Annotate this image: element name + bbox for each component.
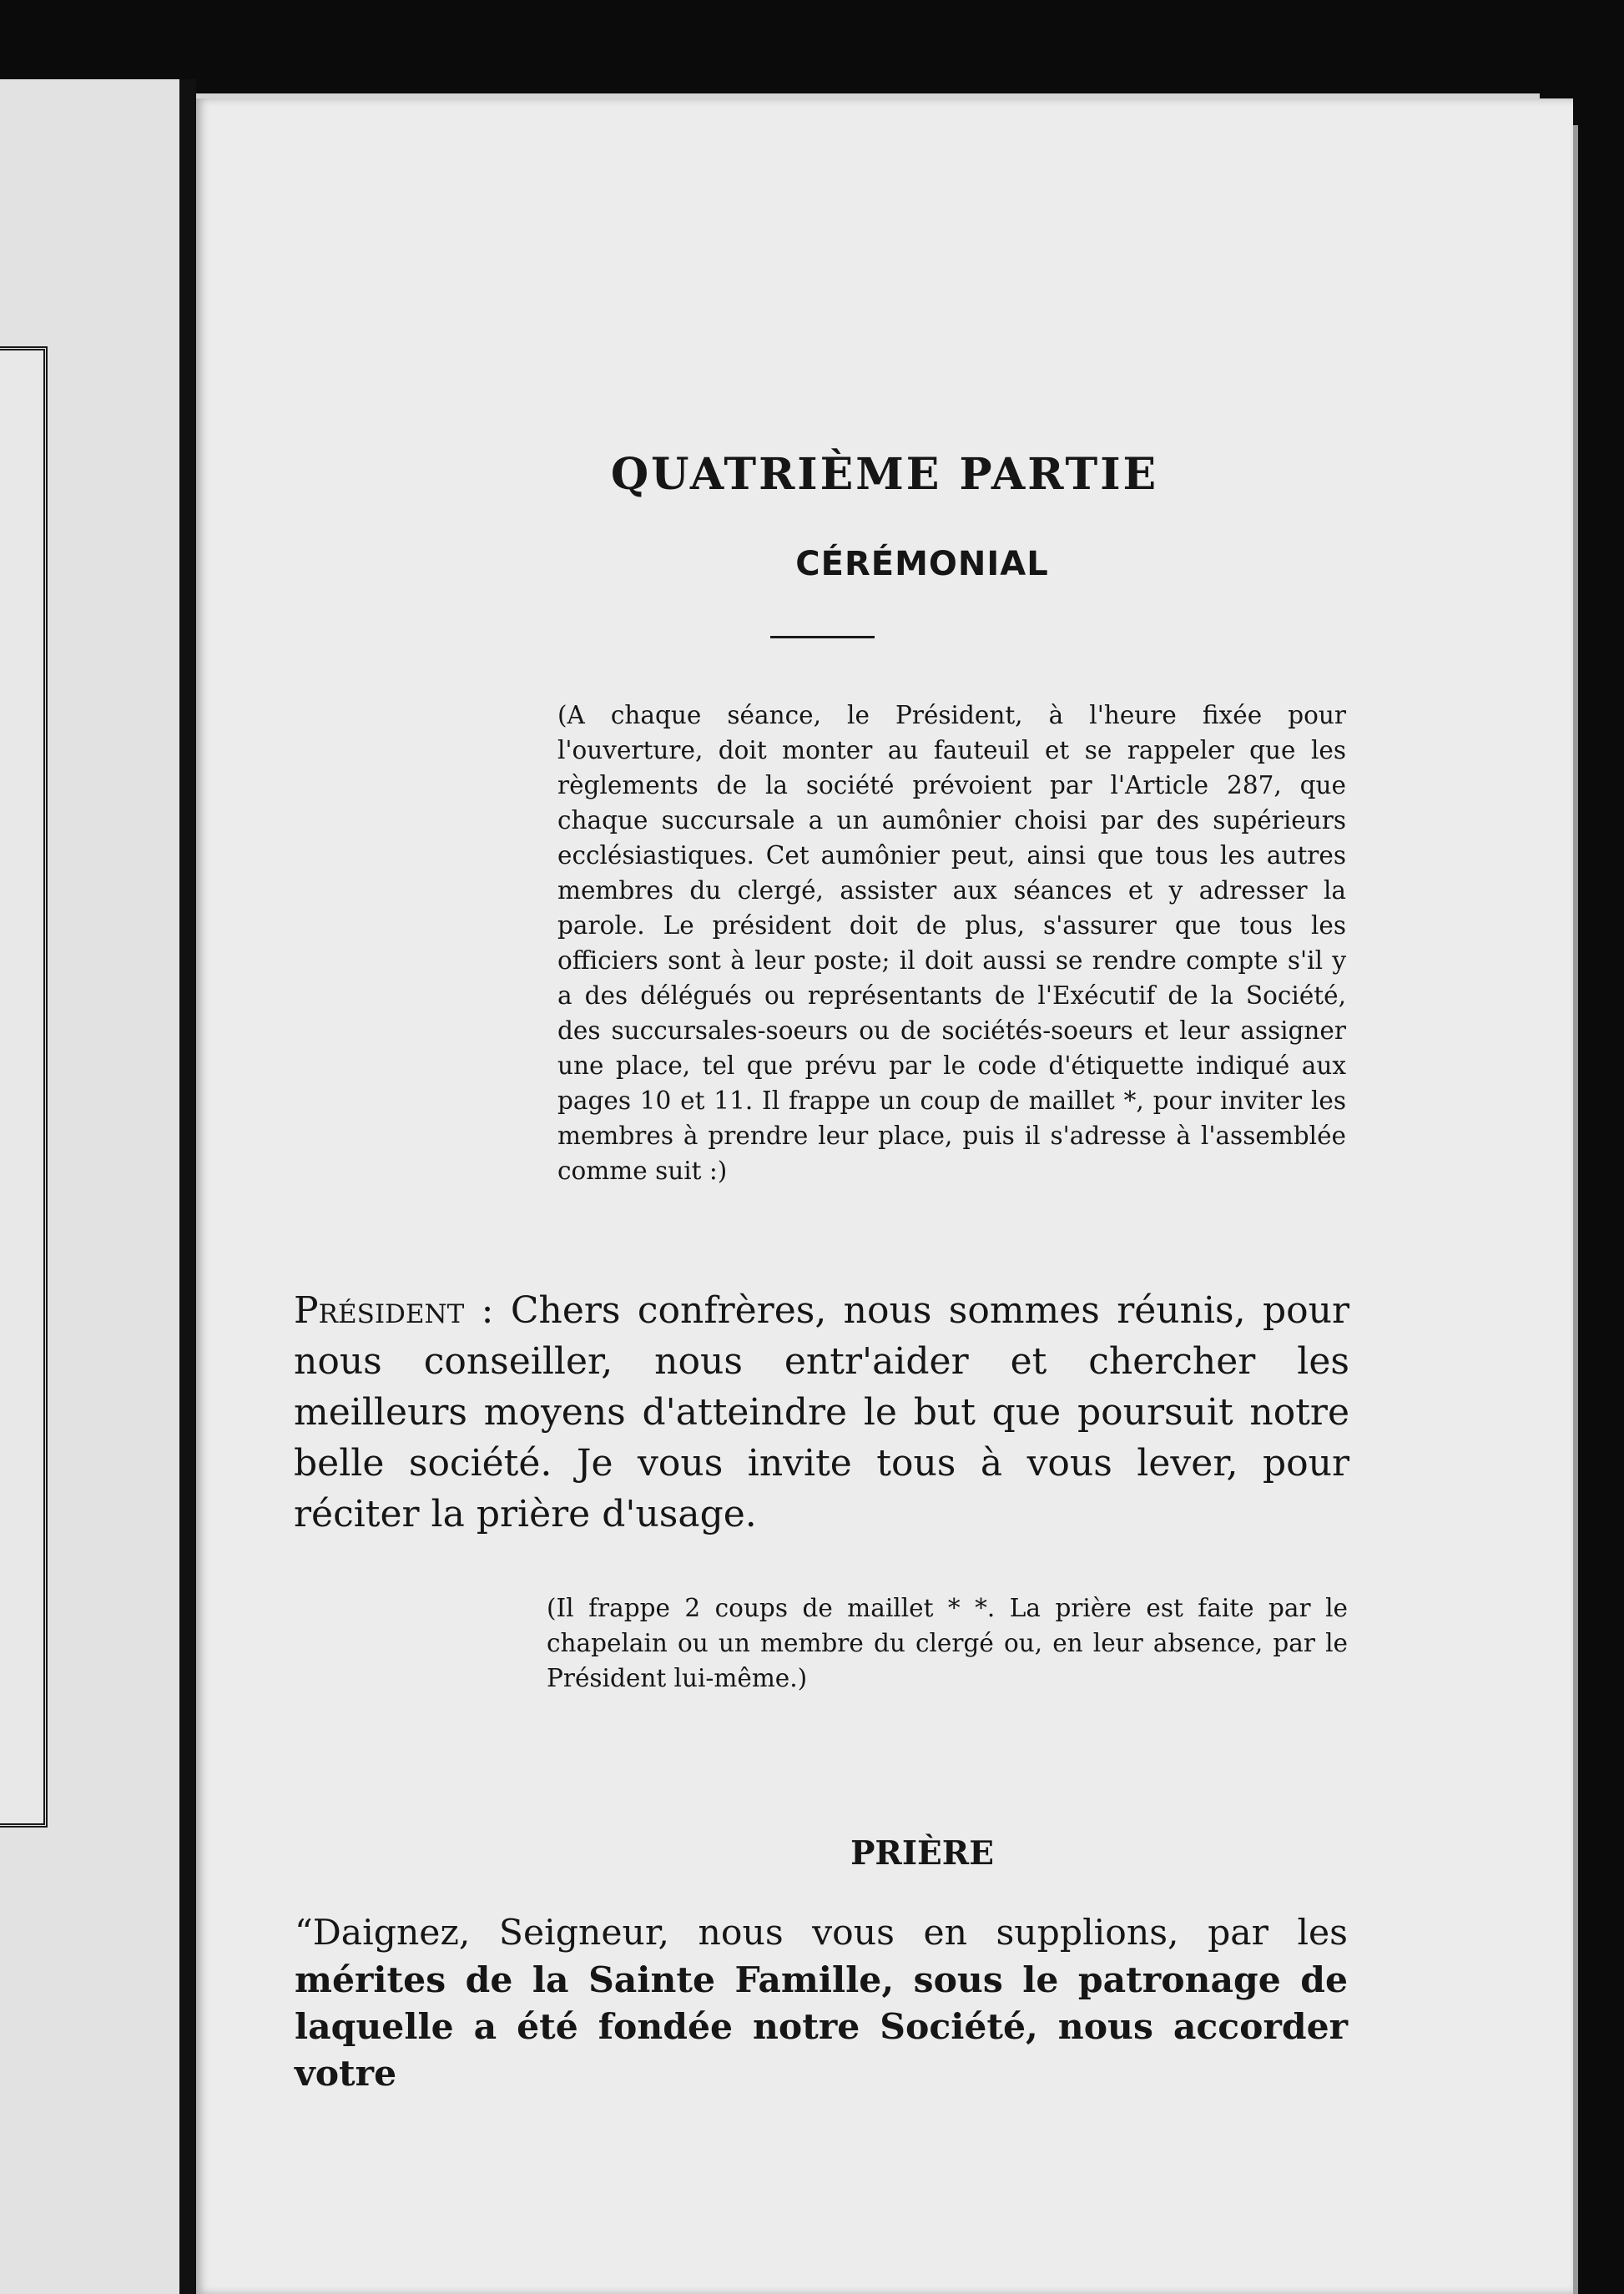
president-speech: [294, 1285, 1349, 1540]
title-rule: [770, 636, 875, 638]
right-page-edge: [1573, 125, 1578, 2294]
stage-direction-opening: (A chaque séance, le Président, à l'heure fixée pour l'ouverture, doit monter au fauteuil et se rappeler que les règlements de la société prévoient par l'Article 287, que chaque succursale a un aumônier choisi par des supérieurs ecclésiastiques. Cet aumônier peut, ainsi que tous les autres membres du clergé, assister aux séances et y adresser la parole. Le président doit de plus, s'assurer que tous les officiers sont à leur poste; il doit aussi se rendre compte s'il y a des délégués ou représentants de l'Exécutif de la Société, des succursales-soeurs ou de sociétés-soeurs et leur assigner une place, tel que prévu par le code d'étiquette indiqué aux pages 10 et 11. Il frappe un coup de maillet *, pour inviter les membres à prendre leur place, puis il s'adresse à l'assemblée comme suit :): [557, 701, 1346, 1185]
right-page: [196, 98, 1573, 2294]
prayer-opening: “Daignez, Seigneur, nous vous en supplions, par les: [295, 1913, 1348, 1954]
section-title: CÉRÉMONIAL: [795, 545, 1049, 583]
part-title: QUATRIÈME PARTIE: [610, 449, 1159, 500]
book-gutter: [179, 79, 196, 2294]
prayer-text: [295, 1909, 1348, 2097]
prayer-title: PRIÈRE: [850, 1834, 994, 1873]
speaker-label: Président: [294, 1289, 465, 1332]
prayer-body: mérites de la Sainte Famille, sous le patronage de laquelle a été fondée notre Société, nous accorder votre: [295, 1959, 1348, 2095]
stage-direction-prayer: (Il frappe 2 coups de maillet * *. La prière est faite par le chapelain ou un membre du clergé ou, en leur absence, par le Président lui-même.): [547, 1594, 1348, 1692]
speech-text: : Chers confrères, nous sommes réunis, pour nous conseiller, nous entr'aider et chercher les meilleurs moyens d'atteindre le but que poursuit notre belle société. Je vous invite tous à vous lever, pour réciter la prière d'usage.: [294, 1289, 1349, 1535]
left-page-frame: [0, 346, 48, 1828]
